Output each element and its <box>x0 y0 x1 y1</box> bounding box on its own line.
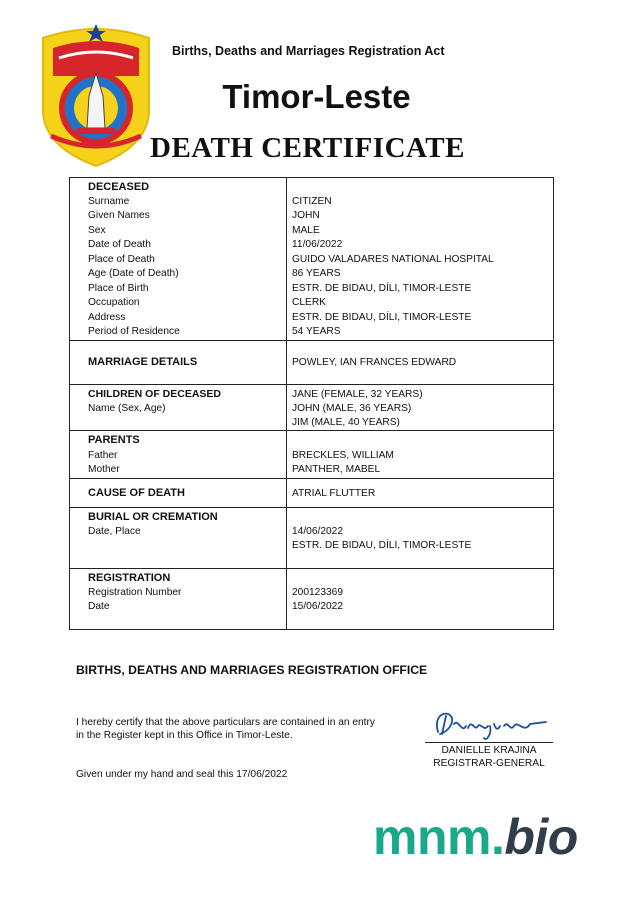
value-registration-date: 15/06/2022 <box>292 601 343 612</box>
section-burial <box>70 508 553 569</box>
brand-watermark <box>373 808 578 866</box>
section-cause <box>70 479 553 508</box>
label-period-of-residence: Period of Residence <box>88 326 180 337</box>
label-registration-date: Date <box>88 601 110 612</box>
label-given-names: Given Names <box>88 210 150 221</box>
certify-line-2: in the Register kept in this Office in Timor-Leste. <box>76 730 293 741</box>
section-deceased <box>70 178 553 341</box>
section-children <box>70 385 553 431</box>
value-place-of-death: GUIDO VALADARES NATIONAL HOSPITAL <box>292 253 494 265</box>
value-occupation: CLERK <box>292 297 326 308</box>
office-title: BIRTHS, DEATHS AND MARRIAGES REGISTRATION OFFICE <box>76 663 428 677</box>
registrar-name: DANIELLE KRAJINA <box>441 745 537 756</box>
section-title-marriage: MARRIAGE DETAILS <box>88 356 198 368</box>
act-title: Births, Deaths and Marriages Registration Act <box>172 44 445 58</box>
value-father: BRECKLES, WILLIAM <box>292 450 394 461</box>
section-registration <box>70 569 553 630</box>
label-mother: Mother <box>88 464 120 475</box>
value-child-1: JANE (FEMALE, 32 YEARS) <box>292 389 423 400</box>
section-marriage <box>70 341 553 385</box>
label-surname: Surname <box>88 196 130 207</box>
label-registration-number: Registration Number <box>88 587 182 598</box>
section-title-parents: PARENTS <box>88 434 140 446</box>
certify-line-1: I hereby certify that the above particulars are contained in an entry <box>76 717 376 728</box>
value-cause: ATRIAL FLUTTER <box>292 488 376 499</box>
label-father: Father <box>88 450 118 461</box>
label-age: Age (Date of Death) <box>88 268 179 279</box>
country-title <box>0 78 633 116</box>
value-child-2: JOHN (MALE, 36 YEARS) <box>292 403 412 414</box>
registrar-signature <box>428 708 558 742</box>
value-marriage: POWLEY, IAN FRANCES EDWARD <box>292 357 457 368</box>
value-period-of-residence: 54 YEARS <box>292 326 341 337</box>
value-place-of-birth: ESTR. DE BIDAU, DÍLI, TIMOR-LESTE <box>292 282 472 294</box>
value-date-of-death: 11/06/2022 <box>292 239 343 250</box>
value-age: 86 YEARS <box>292 268 341 279</box>
section-title-registration: REGISTRATION <box>88 572 171 584</box>
label-occupation: Occupation <box>88 297 140 308</box>
label-sex: Sex <box>88 224 106 236</box>
given-under-seal: Given under my hand and seal this 17/06/2022 <box>76 769 288 780</box>
signature-line <box>425 742 553 743</box>
document-type-title: DEATH CERTIFICATE <box>150 132 465 164</box>
label-children: Name (Sex, Age) <box>88 403 166 414</box>
section-title-cause: CAUSE OF DEATH <box>88 487 185 499</box>
label-place-of-death: Place of Death <box>88 253 155 265</box>
section-title-deceased: DECEASED <box>88 181 150 193</box>
value-mother: PANTHER, MABEL <box>292 464 381 475</box>
value-burial-place: ESTR. DE BIDAU, DÍLI, TIMOR-LESTE <box>292 540 472 551</box>
brand-part-1: mnm. <box>373 809 505 865</box>
value-child-3: JIM (MALE, 40 YEARS) <box>292 417 400 428</box>
label-address: Address <box>88 311 126 323</box>
section-title-children: CHILDREN OF DECEASED <box>88 388 222 400</box>
label-place-of-birth: Place of Birth <box>88 282 149 294</box>
brand-part-2: bio <box>504 809 578 865</box>
value-address: ESTR. DE BIDAU, DÍLI, TIMOR-LESTE <box>292 311 472 323</box>
country-title-text: Timor-Leste <box>222 78 411 115</box>
label-burial: Date, Place <box>88 526 141 537</box>
value-surname: CITIZEN <box>292 196 332 207</box>
value-sex: MALE <box>292 224 320 236</box>
registrar-title: REGISTRAR-GENERAL <box>433 758 545 769</box>
section-parents <box>70 431 553 479</box>
value-burial-date: 14/06/2022 <box>292 526 343 537</box>
value-registration-number: 200123369 <box>292 587 343 598</box>
label-date-of-death: Date of Death <box>88 239 151 250</box>
certificate-table <box>69 177 554 630</box>
value-given-names: JOHN <box>292 210 320 221</box>
section-title-burial: BURIAL OR CREMATION <box>88 511 218 523</box>
